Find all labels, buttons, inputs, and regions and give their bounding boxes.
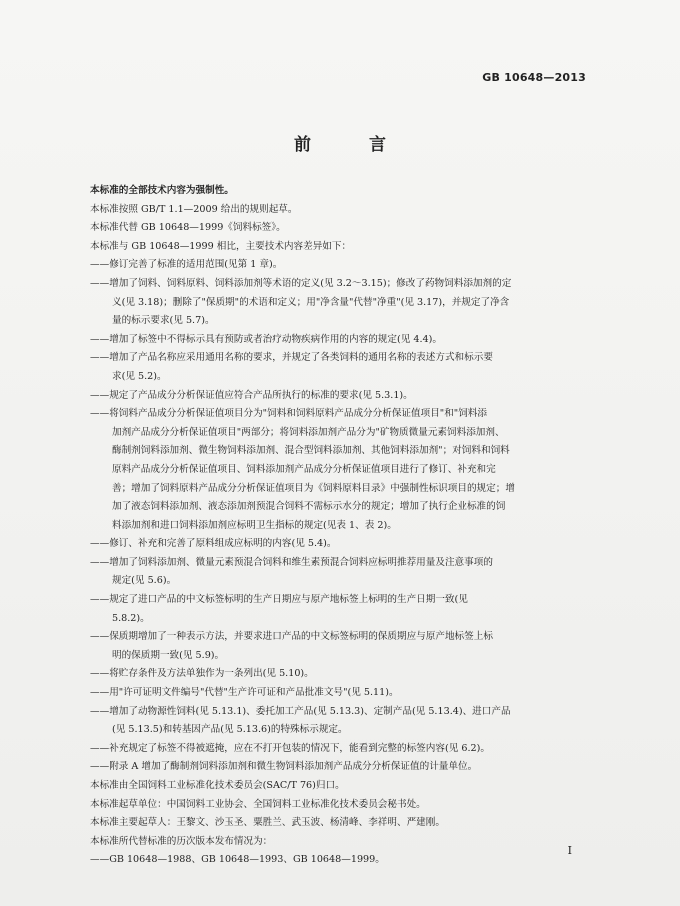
change-item	[90, 628, 596, 665]
change-item-line: 义(见 3.18)；删除了"保质期"的术语和定义；用"净含量"代替"净重"(见 3.17)，并规定了净含	[112, 296, 510, 308]
change-item-line: ——将贮存条件及方法单独作为一条列出(见 5.10)。	[90, 668, 314, 680]
change-item-line: ——增加了饲料添加剂、微量元素预混合饲料和维生素预混合饲料应标明推荐用量及注意事项的	[90, 556, 493, 568]
change-item-line: 量的标示要求(见 5.7)。	[112, 315, 215, 327]
change-item-line: ——附录 A 增加了酶制剂饲料添加剂和微生物饲料添加剂产品成分分析保证值的计量单位。	[90, 761, 478, 773]
change-item-line: ——增加了饲料、饲料原料、饲料添加剂等术语的定义(见 3.2～3.15)；修改了药物饲料添加剂的定	[90, 277, 512, 289]
paragraph: 本标准所代替标准的历次版本发布情况为：	[90, 835, 273, 847]
change-item-line: (见 5.13.5)和转基因产品(见 5.13.6)的特殊标示规定。	[112, 724, 348, 736]
paragraph: 本标准按照 GB/T 1.1—2009 给出的规则起草。	[90, 203, 298, 215]
change-item-line: ——用"许可证明文件编号"代替"生产许可证和产品批准文号"(见 5.11)。	[90, 687, 399, 699]
change-item-line: ——保质期增加了一种表示方法，并要求进口产品的中文标签标明的保质期应与原产地标签上标	[90, 631, 493, 643]
change-item-line: 明的保质期一致(见 5.9)。	[112, 649, 225, 661]
change-item-line: ——补充规定了标签不得被遮掩，应在不打开包装的情况下，能看到完整的标签内容(见 6.2)。	[90, 742, 490, 754]
mandatory-statement: 本标准的全部技术内容为强制性。	[90, 185, 234, 196]
change-item	[90, 387, 596, 406]
change-item	[90, 554, 596, 591]
change-item-line: ——修订完善了标准的适用范围(见第 1 章)。	[90, 259, 283, 271]
change-item	[90, 703, 596, 740]
change-item-line: 料添加剂和进口饲料添加剂应标明卫生指标的规定(见表 1、表 2)。	[112, 519, 397, 531]
change-item	[90, 740, 596, 759]
change-item	[90, 684, 596, 703]
change-item-line: ——将饲料产品成分分析保证值项目分为"饲料和饲料原料产品成分分析保证值项目"和"饲料添	[90, 408, 487, 420]
change-item-line: 5.8.2)。	[112, 612, 150, 624]
change-item	[90, 275, 596, 331]
change-item-line: ——修订、补充和完善了原料组成应标明的内容(见 5.4)。	[90, 538, 337, 550]
paragraph: 本标准起草单位：中国饲料工业协会、全国饲料工业标准化技术委员会秘书处。	[90, 798, 426, 810]
document-body	[90, 182, 596, 870]
page-title: 前 言	[294, 135, 412, 155]
paragraph: 本标准代替 GB 10648—1999《饲料标签》。	[90, 222, 286, 234]
change-item	[90, 758, 596, 777]
paragraph: ——GB 10648—1988、GB 10648—1993、GB 10648—1999。	[90, 854, 385, 866]
change-item	[90, 256, 596, 275]
change-item-line: 善；增加了饲料原料产品成分分析保证值项目为《饲料原料目录》中强制性标识项目的规定；增	[112, 482, 515, 494]
change-item-line: 酶制剂饲料添加剂、微生物饲料添加剂、混合型饲料添加剂、其他饲料添加剂"；对饲料和饲料	[112, 445, 510, 457]
change-item	[90, 535, 596, 554]
paragraph: 本标准由全国饲料工业标准化技术委员会(SAC/T 76)归口。	[90, 780, 345, 791]
change-item-line: 原料产品成分分析保证值项目、饲料添加剂产品成分分析保证值项目进行了修订、补充和完	[112, 463, 496, 475]
changes-list	[90, 256, 596, 777]
standard-code: GB 10648—2013	[482, 71, 586, 84]
change-item-line: ——规定了进口产品的中文标签标明的生产日期应与原产地标签上标明的生产日期一致(见	[90, 594, 468, 606]
page-number: I	[567, 844, 572, 857]
paragraph: 本标准主要起草人：王黎文、沙玉圣、粟胜兰、武玉波、杨清峰、李祥明、严建刚。	[90, 817, 445, 829]
change-item-line: ——增加了动物源性饲料(见 5.13.1)、委托加工产品(见 5.13.3)、定制产品(见 5.13.4)、进口产品	[90, 705, 511, 717]
change-item	[90, 591, 596, 628]
change-item-line: 加了液态饲料添加剂、液态添加剂预混合饲料不需标示水分的规定；增加了执行企业标准的饲	[112, 501, 506, 513]
change-item	[90, 331, 596, 350]
change-item-line: 求(见 5.2)。	[112, 370, 167, 382]
change-item-line: 规定(见 5.6)。	[112, 575, 177, 587]
change-item-line: ——增加了产品名称应采用通用名称的要求，并规定了各类饲料的通用名称的表述方式和标示要	[90, 352, 493, 364]
change-item	[90, 665, 596, 684]
change-item	[90, 349, 596, 386]
change-item-line: ——增加了标签中不得标示具有预防或者治疗动物疾病作用的内容的规定(见 4.4)。	[90, 333, 442, 345]
change-item	[90, 405, 596, 535]
change-item-line: ——规定了产品成分分析保证值应符合产品所执行的标准的要求(见 5.3.1)。	[90, 389, 413, 401]
change-item-line: 加剂产品成分分析保证值项目"两部分；将饲料添加剂产品分为"矿物质微量元素饲料添加剂、	[112, 426, 505, 438]
paragraph: 本标准与 GB 10648—1999 相比，主要技术内容差异如下：	[90, 240, 352, 252]
